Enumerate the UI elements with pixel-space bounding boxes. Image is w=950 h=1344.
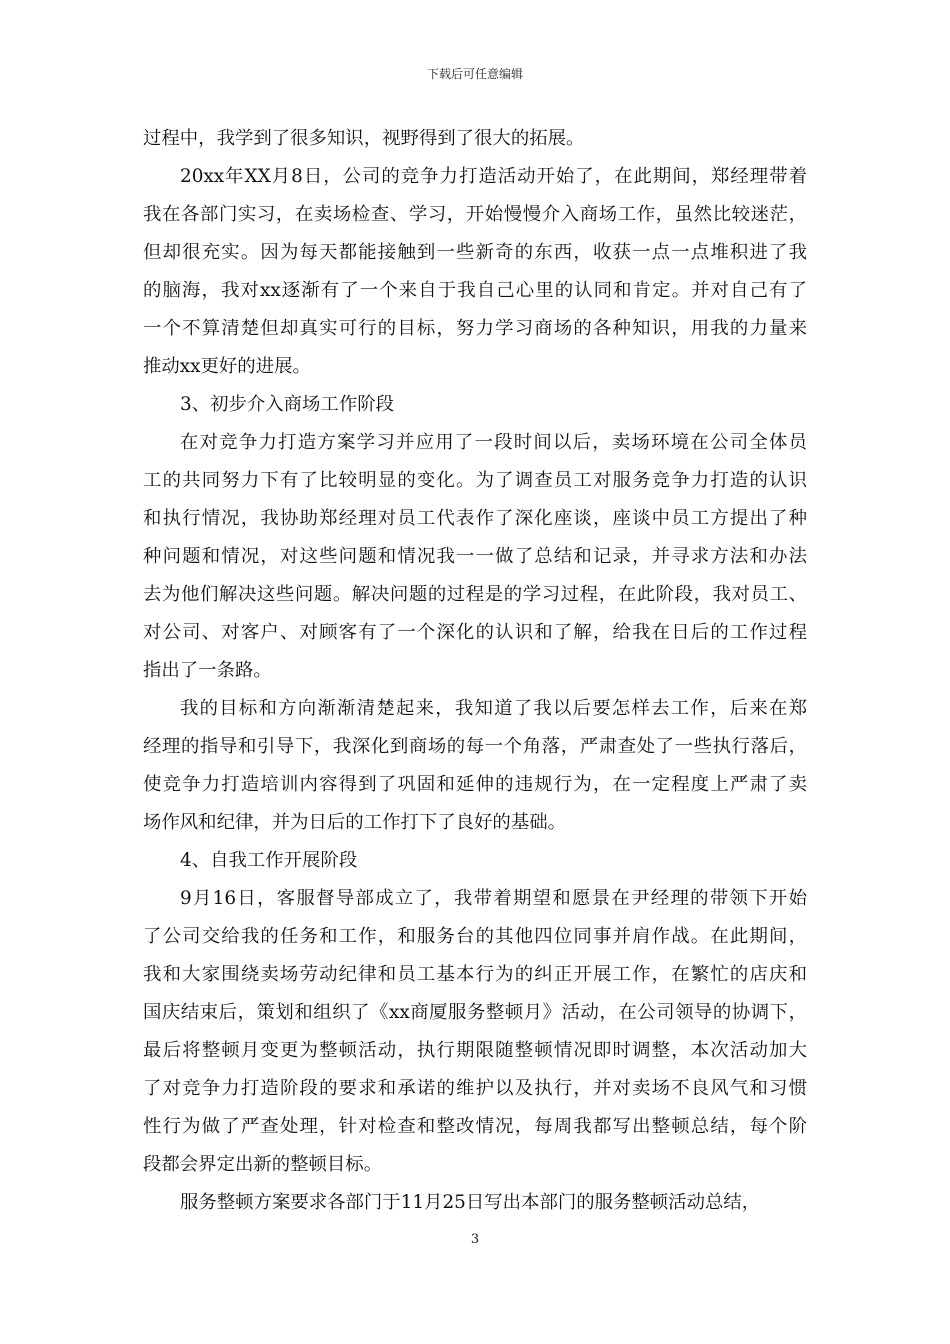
text-line: 推动xx更好的进展。 [143,356,311,377]
text-line: 20xx年XX月8日，公司的竞争力打造活动开始了，在此期间，郑经理带着 [180,166,807,187]
text-line: 经理的指导和引导下，我深化到商场的每一个角落，严肃查处了一些执行落后， [143,736,807,757]
page-header: 下载后可任意编辑 [426,67,523,81]
page-number: 3 [470,1232,480,1247]
text-line: 过程中，我学到了很多知识，视野得到了很大的拓展。 [143,128,585,149]
text-line: 指出了一条路。 [143,660,272,681]
text-line: 对公司、对客户、对顾客有了一个深化的认识和了解，给我在日后的工作过程 [143,622,807,643]
text-line: 我和大家围绕卖场劳动纪律和员工基本行为的纠正开展工作，在繁忙的店庆和 [143,964,807,985]
text-line: 我在各部门实习，在卖场检查、学习，开始慢慢介入商场工作，虽然比较迷茫， [143,204,807,225]
text-line: 但却很充实。因为每天都能接触到一些新奇的东西，收获一点一点堆积进了我 [143,242,807,263]
text-line: 服务整顿方案要求各部门于11月25日写出本部门的服务整顿活动总结， [180,1192,761,1213]
text-line: 和执行情况，我协助郑经理对员工代表作了深化座谈，座谈中员工方提出了种 [143,508,807,529]
text-line: 使竞争力打造培训内容得到了巩固和延伸的违规行为，在一定程度上严肃了卖 [143,774,807,795]
text-line: 4、自我工作开展阶段 [180,850,358,871]
text-line: 段都会界定出新的整顿目标。 [143,1154,383,1175]
text-line: 国庆结束后，策划和组织了《xx商厦服务整顿月》活动，在公司领导的协调下， [143,1002,807,1023]
text-line: 一个不算清楚但却真实可行的目标，努力学习商场的各种知识，用我的力量来 [143,318,807,339]
text-line: 我的目标和方向渐渐清楚起来，我知道了我以后要怎样去工作，后来在郑 [180,698,807,719]
text-line: 性行为做了严查处理，针对检查和整改情况，每周我都写出整顿总结，每个阶 [143,1116,807,1137]
text-line: 3、初步介入商场工作阶段 [180,394,394,415]
text-line: 9月16日，客服督导部成立了，我带着期望和愿景在尹经理的带领下开始 [180,888,807,909]
text-line: 在对竞争力打造方案学习并应用了一段时间以后，卖场环境在公司全体员 [180,432,807,453]
document-body [143,120,807,1222]
text-line: 场作风和纪律，并为日后的工作打下了良好的基础。 [143,812,566,833]
text-line: 工的共同努力下有了比较明显的变化。为了调查员工对服务竞争力打造的认识 [143,470,807,491]
text-line: 了公司交给我的任务和工作，和服务台的其他四位同事并肩作战。在此期间， [143,926,807,947]
text-line: 去为他们解决这些问题。解决问题的过程是的学习过程，在此阶段，我对员工、 [143,584,807,605]
text-line: 种问题和情况，对这些问题和情况我一一做了总结和记录，并寻求方法和办法 [143,546,807,567]
text-line: 最后将整顿月变更为整顿活动，执行期限随整顿情况即时调整，本次活动加大 [143,1040,807,1061]
text-line: 了对竞争力打造阶段的要求和承诺的维护以及执行，并对卖场不良风气和习惯 [143,1078,807,1099]
text-line: 的脑海，我对xx逐渐有了一个来自于我自己心里的认同和肯定。并对自己有了 [143,280,807,301]
